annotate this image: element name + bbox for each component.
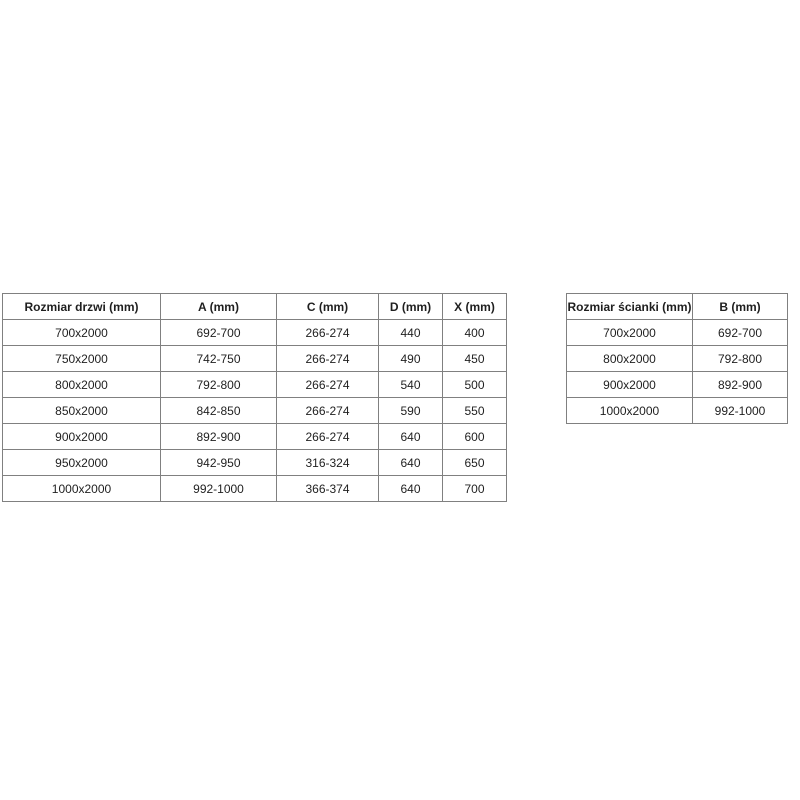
- column-header-rozmiar-scianki: Rozmiar ścianki (mm): [567, 294, 693, 320]
- table-cell: 266-274: [277, 320, 379, 346]
- table-cell: 266-274: [277, 372, 379, 398]
- table-row: [3, 346, 507, 372]
- table-cell: 700x2000: [567, 320, 693, 346]
- table-cell: 266-274: [277, 346, 379, 372]
- table-cell: 892-900: [693, 372, 788, 398]
- table-cell: 590: [379, 398, 443, 424]
- table-cell: 842-850: [161, 398, 277, 424]
- table-cell: 950x2000: [3, 450, 161, 476]
- table-cell: 750x2000: [3, 346, 161, 372]
- table-cell: 540: [379, 372, 443, 398]
- table-row: [3, 476, 507, 502]
- table-cell: 992-1000: [693, 398, 788, 424]
- table-cell: 800x2000: [567, 346, 693, 372]
- table-cell: 490: [379, 346, 443, 372]
- wall-sizes-table: [566, 293, 788, 424]
- column-header-d: D (mm): [379, 294, 443, 320]
- table-cell: 450: [443, 346, 507, 372]
- column-header-x: X (mm): [443, 294, 507, 320]
- table-cell: 792-800: [161, 372, 277, 398]
- table-cell: 650: [443, 450, 507, 476]
- table-cell: 792-800: [693, 346, 788, 372]
- table-cell: 1000x2000: [3, 476, 161, 502]
- column-header-b: B (mm): [693, 294, 788, 320]
- table-cell: 500: [443, 372, 507, 398]
- table-cell: 640: [379, 476, 443, 502]
- table-cell: 440: [379, 320, 443, 346]
- table-cell: 1000x2000: [567, 398, 693, 424]
- table-cell: 850x2000: [3, 398, 161, 424]
- table-row: [3, 450, 507, 476]
- table-cell: 992-1000: [161, 476, 277, 502]
- table-cell: 942-950: [161, 450, 277, 476]
- column-header-a: A (mm): [161, 294, 277, 320]
- table-cell: 900x2000: [567, 372, 693, 398]
- table-header-row: [567, 294, 788, 320]
- table-cell: 266-274: [277, 424, 379, 450]
- table-cell: 640: [379, 424, 443, 450]
- table-row: [567, 320, 788, 346]
- table-cell: 366-374: [277, 476, 379, 502]
- table-cell: 742-750: [161, 346, 277, 372]
- table-cell: 316-324: [277, 450, 379, 476]
- table-cell: 550: [443, 398, 507, 424]
- column-header-rozmiar-drzwi: Rozmiar drzwi (mm): [3, 294, 161, 320]
- table-row: [567, 372, 788, 398]
- table-cell: 640: [379, 450, 443, 476]
- table-header-row: [3, 294, 507, 320]
- table-row: [567, 346, 788, 372]
- table-cell: 692-700: [161, 320, 277, 346]
- table-cell: 700: [443, 476, 507, 502]
- table-cell: 800x2000: [3, 372, 161, 398]
- table-cell: 700x2000: [3, 320, 161, 346]
- table-row: [567, 398, 788, 424]
- table-cell: 266-274: [277, 398, 379, 424]
- table-cell: 892-900: [161, 424, 277, 450]
- table-row: [3, 372, 507, 398]
- table-row: [3, 320, 507, 346]
- table-row: [3, 398, 507, 424]
- table-cell: 900x2000: [3, 424, 161, 450]
- table-cell: 600: [443, 424, 507, 450]
- door-sizes-table: [2, 293, 507, 502]
- table-cell: 692-700: [693, 320, 788, 346]
- table-cell: 400: [443, 320, 507, 346]
- column-header-c: C (mm): [277, 294, 379, 320]
- table-row: [3, 424, 507, 450]
